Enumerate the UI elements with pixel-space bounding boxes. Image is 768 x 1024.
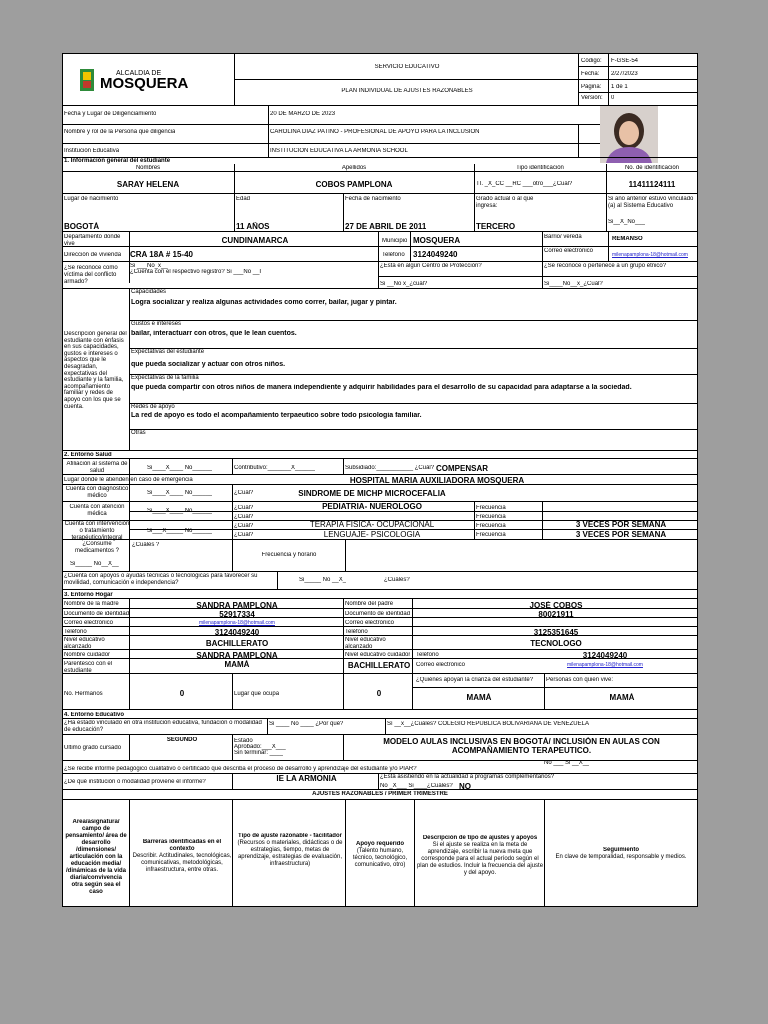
meds-sn: Si_____ No__X__ [70, 561, 119, 567]
tel-madre: 3124049240 [214, 628, 260, 637]
num-id-label: No. de identificación [624, 165, 680, 171]
barrio: REMANSO [612, 236, 643, 242]
desc-label: Descripción general del estudiante con énfasis en sus capacidades, gustos e intereses o aspectos que le desagradan, expectativas del estudiante y la familia, acompañamiento familiar y redes de apoyo con los que se cuenta. [64, 331, 127, 410]
ayudas-cuales-label: ¿Cuáles? [384, 577, 410, 583]
parentesco-label: Parentesco con el estudiante [64, 661, 113, 674]
pagina-value: 1 de 1 [611, 84, 628, 90]
vive: MAMÁ [609, 693, 635, 702]
victima-a: Si ___No_x__ [130, 263, 168, 269]
persona-label: Nombre y rol de la Persona que diligencia [64, 129, 176, 135]
ultimo-label: Ultimo grado cursado [64, 745, 122, 751]
capacidades: Logra socializar y realiza algunas actividades como correr, bailar, jugar y pintar. [131, 299, 397, 306]
codigo-label: Código: [581, 58, 602, 64]
afiliacion-sn: Si____X____ No______ [147, 465, 213, 471]
otras-label: Otras [131, 430, 146, 436]
tipo-id: TI. _X_CC __RC ___otro___¿Cuál? [476, 181, 573, 187]
diag-label: Cuenta con diagnóstico médico [65, 486, 129, 499]
fecha-lugar: 20 DE MARZO DE 2023 [270, 111, 336, 117]
ajustes-c5-desc: Si el ajuste se realiza en la meta de aprendizaje, escribir la nueva meta que corresponde para el actual período según el plan de estudios. Incluir la frecuencia del ajuste y del apoyo. [416, 842, 544, 876]
etnico: Si____No__x_¿Cuál? [544, 281, 603, 287]
cuales-label: ¿Cuáles ? [132, 542, 160, 548]
atencion-label: Cuenta con atención médica [69, 504, 125, 517]
telefono: 3124049240 [413, 250, 458, 259]
ajustes-c3 [235, 833, 345, 868]
modelo: MODELO AULAS INCLUSIVAS EN BOGOTÁ/ INCLUSIÓN EN AULAS CON ACOMPAÑAMIENTO TERAPEUTICO. [383, 737, 660, 755]
redes: La red de apoyo es todo el acompañamiento terpaeutico sobre todo psicologia familiar. [131, 412, 422, 419]
barrio-label: Barrio/ vereda [544, 234, 582, 240]
apellidos: COBOS PAMPLONA [315, 180, 393, 189]
doc-madre: 52917334 [219, 610, 255, 619]
correo-cuid-label: Correo electrónico [416, 662, 466, 668]
compl-label: ¿Está asistiendo en la actualidad a programas complementarios? [380, 774, 555, 780]
si-bajo: Si ____ No ____ ¿Por qué? [269, 721, 344, 727]
lugar-emerg-label: Lugar donde le atienden en caso de emergencia [64, 477, 193, 483]
grado: TERCERO [476, 222, 516, 231]
ajustes-c4-desc: (Talento humano, técnico, tecnológico, comunicativo, otro) [352, 848, 408, 868]
madre-label: Nombre de la madre [64, 601, 119, 607]
ultimo: SEGUNDO [166, 737, 198, 743]
correo-label: Correo electrónico [544, 248, 594, 254]
nivel-padre: TECNOLOGO [530, 639, 582, 648]
contributivo: Contributivo:_______X______ [234, 465, 316, 471]
cuidador: SANDRA PAMPLONA [196, 651, 278, 660]
frec-1: 3 VECES POR SEMANA [575, 520, 667, 529]
sin-terminar: Sin terminar: ____ [234, 750, 284, 756]
padre: JOSÉ COBOS [529, 601, 583, 610]
lugar-ocupa: 0 [376, 689, 382, 698]
centro: Si __No x_¿cuál? [380, 281, 428, 287]
cuidador-label: Nombre cuidador [64, 652, 111, 658]
parentesco: MAMÁ [224, 660, 250, 669]
exp-est-label: Expectativas del estudiante [131, 349, 205, 355]
institucion: INSTITUCIÓN EDUCATIVA LA ARMONIA SCHOOL [270, 148, 408, 154]
frecuencia-label-2: Frecuencia [476, 514, 506, 520]
tipo-id-label: Tipo identificación [516, 165, 564, 171]
ajustes-title: AJUSTES RAZONABLES / PRIMER TRIMESTRE [312, 791, 448, 797]
diag-sn: Si____X____ No______ [147, 490, 213, 496]
terapia-2: LENGUAJE- PSICOLOGIA [323, 530, 421, 539]
informe-label: ¿Se recibe informe pedagógico cualitativo o certificado que describa el proceso de desarrollo y aprendizaje del estudiante y/o PIAR? [64, 766, 417, 772]
s3-title: 3. Entorno Hogar [64, 592, 113, 598]
doc-padre: 80021911 [538, 610, 574, 619]
doc-madre-label: Documento de identidad [64, 611, 130, 617]
exp-est: que pueda socializar y actuar con otros niños. [131, 361, 286, 368]
servicio-educativo: SERVICIO EDUCATIVO [374, 64, 440, 70]
version-label: Versión: [581, 95, 603, 101]
ajustes-c3-desc: (Recursos o materiales, didácticas o de estrategias, tiempo, metas de aprendizaje, estrategias de evaluación, infraestructura) [237, 840, 343, 867]
municipio-label: Municipio [382, 238, 408, 244]
direccion: CRA 18A # 15-40 [130, 250, 193, 259]
crianza-label: ¿Quiénes apoyan la crianza del estudiante? [416, 677, 534, 683]
afiliacion-label: Afiliación al sistema de salud [66, 461, 128, 474]
cual-label-2: ¿Cuál? [234, 505, 254, 511]
exp-fam: que pueda compartir con otros niños de manera independiente y adquirir habilidades para el desarrollo de su capacidad para adaptarse a la sociedad. [131, 384, 632, 391]
ayudas-sn: Si_____ No __X_ [299, 577, 347, 583]
institucion-label: Institución Educativa [64, 148, 120, 154]
terapia-sn: Si___X_____ No______ [147, 528, 213, 534]
ajustes-c4 [347, 841, 413, 869]
frecuencia-label-4: Frecuencia [476, 532, 506, 538]
ajustes-c1: Área/asignatura/ campo de pensamiento/ área de desarrollo /dimensiones/ articulación con la educación media/ /dinámicas de la vida diaria/convivencia otra según sea el caso [65, 819, 127, 895]
depto-label: Departamento donde vive [64, 234, 121, 247]
nombres: SARAY HELENA [116, 180, 180, 189]
frec-horario-label: Frecuencia y horario [261, 552, 317, 558]
subsidiado: Subsidiado:___________ ¿Cuál? [345, 465, 435, 471]
inst-label: ¿De qué institución o modalidad proviene el informe? [64, 779, 206, 785]
vive-label: Personas con quien vive: [546, 677, 614, 683]
nivel-madre-label: Nivel educativo alcanzado [64, 637, 105, 650]
etnico-label: ¿Se reconoce o pertenece a un grupo étnico? [544, 263, 667, 269]
correo-cuid-link[interactable]: milenapamplona-18@hotmail.com [567, 662, 643, 668]
correo-link[interactable]: milenapamplona-18@hotmail.com [612, 252, 688, 258]
brand-line1: ALCALDÍA DE [116, 70, 162, 77]
ajustes-c6-title: Seguimiento [602, 847, 639, 853]
direccion-label: Dirección de vivienda [64, 252, 122, 258]
informe-sn: No ___ Si __X__ [544, 760, 590, 766]
cual-label-1: ¿Cuál? [234, 490, 254, 496]
frecuencia-label-1: Frecuencia [476, 505, 506, 511]
centro-label: ¿Está en algún Centro de Protección? [380, 263, 482, 269]
frec-2: 3 VECES POR SEMANA [575, 530, 667, 539]
brand-line2: MOSQUERA [100, 76, 189, 92]
redes-label: Redes de apoyo [131, 404, 175, 410]
correo-cuid [512, 662, 698, 669]
pagina-label: Página: [581, 84, 602, 90]
aprobado: Aprobado:___X___ [234, 744, 286, 750]
nivel-cuid-label: Nivel educativo cuidador [345, 652, 411, 658]
municipio: MOSQUERA [413, 236, 461, 245]
codigo-value: F-GSE-54 [611, 58, 639, 64]
tel-cuid-label: Teléfono [416, 652, 439, 658]
cual-label-5: ¿Cuál? [234, 532, 254, 538]
grado-label: Grado actual o al que ingresa: [476, 196, 534, 209]
nivel-cuid: BACHILLERATO [347, 661, 411, 670]
exp-fam-label: Expectativas de la familia [131, 375, 199, 381]
sistema-label: Si año anterior estuvo vinculado (a) al Sistema Educativo [608, 196, 694, 209]
diag: SINDROME DE MICHP MICROCEFALIA [298, 489, 446, 498]
apellidos-label: Apellidos [341, 165, 367, 171]
plan-title: PLAN INDIVIDUAL DE AJUSTES RAZONABLES [341, 88, 473, 94]
terapia-label: Cuenta con intervención o tratamiento terapéutico/integral [64, 521, 130, 541]
tel-madre-label: Teléfono [64, 629, 87, 635]
ajustes-c6 [546, 847, 696, 861]
edad-label: Edad [236, 196, 251, 202]
s1-title: 1. Información general del estudiante [64, 158, 171, 164]
nivel-padre-label: Nivel educativo alcanzado [345, 637, 386, 650]
num-id: 11411124111 [628, 180, 676, 189]
terapia-1: TERAPIA FISICA- OCUPACIONAL [309, 520, 435, 529]
cuales-inst: Sí __x__¿Cuáles? COLEGIO REPUBLICA BOLIVARIANA DE VENEZUELA [387, 721, 589, 727]
vinculado-label: ¿Ha estado vinculado en otra institución educativa, fundación o modalidad de educación? [64, 720, 262, 733]
lugar-ocupa-label: Lugar que ocupa [234, 691, 280, 697]
tel-cuid: 3124049240 [582, 651, 628, 660]
doc-padre-label: Documento de identidad [345, 611, 411, 617]
student-photo [600, 105, 658, 163]
ajustes-c2-desc: Describir. Actitudinales, tecnológicas, comunicativas, metodológicas, infraestructura, entre otras. [132, 853, 232, 873]
crianza: MAMÁ [466, 693, 492, 702]
compl-sn: No _X___ Si____¿Cuáles? [380, 783, 453, 789]
ajustes-c2 [132, 839, 232, 874]
padre-label: Nombre del padre [345, 601, 394, 607]
inst: IE LA ARMONIA [276, 774, 337, 783]
correo-madre-label: Correo electrónico [64, 620, 114, 626]
victima-label: ¿Se reconoce como víctima del conflicto armado? [64, 265, 118, 285]
gustos-label: Gustos e intereses [131, 321, 182, 327]
fecha-value: 2/27/2023 [611, 71, 638, 77]
tel-padre: 3125351645 [533, 628, 579, 637]
sistema: Si__X_No___ [608, 219, 646, 225]
atencion: PEDIATRIA- NUEROLOGO [322, 502, 422, 511]
fecha-lugar-label: Fecha y Lugar de Diligenciamiento [64, 111, 157, 117]
ajustes-c4-title: Apoyo requerido [355, 841, 404, 847]
telefono-label: Teléfono [382, 252, 405, 258]
ajustes-c6-desc: En clave de temporalidad, responsable y medios. [555, 854, 687, 860]
nivel-madre: BACHILLERATO [205, 639, 269, 648]
atencion-sn: Si____X____ No______ [147, 508, 213, 514]
tel-padre-label: Teléfono [345, 629, 368, 635]
cual-label-4: ¿Cuál? [234, 523, 254, 529]
fecha-nac-label: Fecha de nacimiento [345, 196, 401, 202]
correo-padre-label: Correo electrónico [345, 620, 395, 626]
hermanos-label: No. Hermanos [64, 691, 103, 697]
hermanos: 0 [179, 689, 185, 698]
edad: 11 AÑOS [236, 222, 270, 231]
piar-form [62, 53, 698, 907]
mosquera-logo [78, 67, 218, 102]
depto: CUNDINAMARCA [221, 236, 289, 245]
ajustes-c3-title: Tipo de ajuste razonable - facilitador [238, 833, 342, 839]
compl: NO [459, 782, 471, 791]
ajustes-c2-title: Barreras identificadas en el contexto [142, 839, 222, 852]
fecha-nac: 27 DE ABRIL DE 2011 [345, 222, 427, 231]
s4-title: 4. Entorno Educativo [64, 712, 125, 718]
victima-b: ¿Cuenta con el respectivo registro? Si ___No __I [130, 269, 262, 275]
correo-madre-link[interactable]: milenapamplona-18@hotmail.com [199, 620, 275, 626]
lugar-emerg: HOSPITAL MARIA AUXILIADORA MOSQUERA [349, 476, 525, 485]
gustos: bailar, interactuarr con otros, que le lean cuentos. [131, 330, 297, 337]
ajustes-c5-title: Descripción de tipo de ajustes y apoyos [422, 835, 538, 841]
meds-label: ¿Consume medicamentos ? [74, 541, 120, 554]
s2-title: 2. Entorno Salud [64, 452, 112, 458]
estado-label: Estado [234, 738, 253, 744]
capacidades-label: Capacidades [131, 289, 167, 295]
version-value: 0 [611, 95, 615, 101]
madre: SANDRA PAMPLONA [196, 601, 278, 610]
cual-label-3: ¿Cuál? [234, 514, 254, 520]
persona: CAROLINA DIAZ PATIÑO - PROFESIONAL DE APOYO PARA LA INCLUSIÓN [270, 129, 480, 135]
frecuencia-label-3: Frecuencia [476, 523, 506, 529]
lugar-nac: BOGOTÁ [64, 222, 100, 231]
lugar-nac-label: Lugar de nacimiento [64, 196, 119, 202]
nombres-label: Nombres [135, 165, 161, 171]
eps: COMPENSAR [436, 464, 489, 473]
ajustes-c5 [416, 835, 544, 877]
ayudas-label: ¿Cuenta con apoyos o ayudas técnicas o tecnológicas para favorecer su movilidad, comunicación e independencia? [64, 573, 258, 586]
fecha-label: Fecha: [581, 71, 600, 77]
